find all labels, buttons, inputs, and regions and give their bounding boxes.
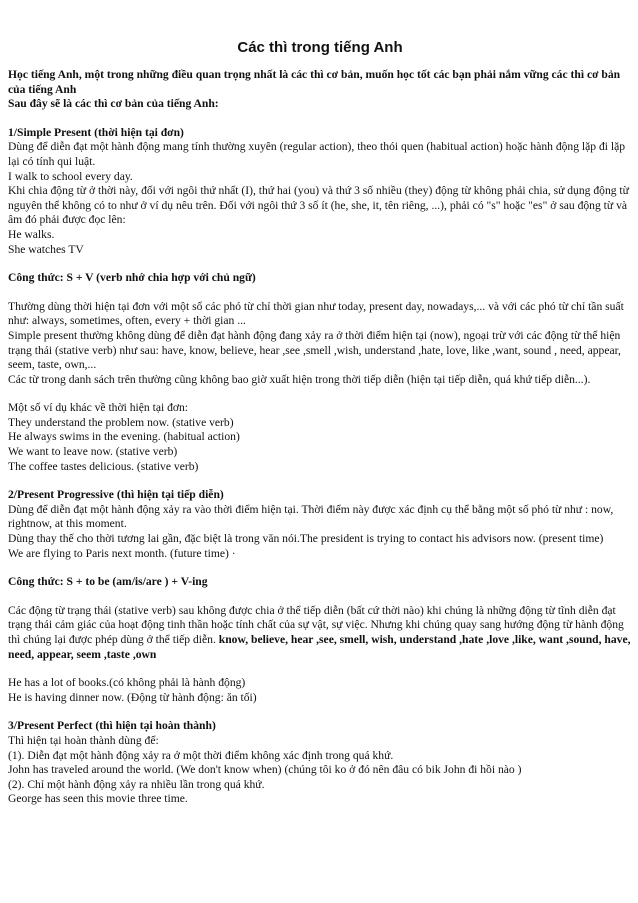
text-line: [8, 401, 632, 416]
paragraph-gap: [8, 561, 632, 575]
text-line: [8, 430, 632, 445]
line-text: He always swims in the evening. (habitual action): [8, 430, 240, 444]
line-text: (2). Chỉ một hành động xảy ra nhiều lần trong quá khứ.: [8, 777, 265, 791]
text-line: [8, 300, 632, 329]
heading-line: [8, 575, 632, 590]
text-line: [8, 184, 632, 228]
heading-line: [8, 97, 632, 112]
line-text: (1). Diễn đạt một hành động xảy ra ở một thời điểm không xác định trong quá khứ.: [8, 748, 394, 762]
line-text: George has seen this movie three time.: [8, 792, 188, 806]
line-text: He has a lot of books.(có không phải là hành động): [8, 676, 246, 690]
line-text: They understand the problem now. (stative verb): [8, 415, 234, 429]
line-text: Simple present thường không dùng để diễn đạt hành động đang xảy ra ở thời điểm hiện tại (now), ngoại trừ với các động từ thể hiện trạng thái (stative verb) như sau: have, know, believe, hear ,see ,smell ,wish, understand ,hate, love, like ,want, sound , need, appear, seem, taste, own,...: [8, 328, 621, 372]
line-text: I walk to school every day.: [8, 169, 133, 183]
line-text: Công thức: S + V (verb nhớ chia hợp với chủ ngữ): [8, 271, 256, 285]
heading-line: [8, 68, 632, 97]
document-title: Các thì trong tiếng Anh: [237, 39, 403, 56]
text-line: [8, 749, 632, 764]
heading-line: [8, 271, 632, 286]
line-text: Thì hiện tại hoàn thành dùng để:: [8, 733, 159, 747]
line-text: Thường dùng thời hiện tại đơn với một số các phó từ chỉ thời gian như today, present day, nowadays,... và với các phó từ chỉ tần suất như: always, sometimes, often, every + thời gian ...: [8, 299, 624, 328]
text-line: [8, 676, 632, 691]
paragraph-gap: [8, 705, 632, 719]
paragraph-gap: [8, 474, 632, 488]
text-line: [8, 604, 632, 662]
text-line: [8, 373, 632, 388]
text-line: [8, 416, 632, 431]
line-text: We want to leave now. (stative verb): [8, 445, 178, 459]
paragraph-gap: [8, 662, 632, 676]
text-line: [8, 140, 632, 169]
line-text: 2/Present Progressive (thì hiện tại tiếp diễn): [8, 488, 224, 502]
line-text: Sau đây sẽ là các thì cơ bản của tiếng Anh:: [8, 97, 219, 111]
text-line: [8, 691, 632, 706]
text-line: [8, 329, 632, 373]
text-line: [8, 734, 632, 749]
line-text: Dùng để diễn đạt một hành động xảy ra vào thời điểm hiện tại. Thời điểm này được xác định cụ thể bằng một số phó từ như : now, rightnow, at this moment.: [8, 502, 614, 531]
line-text: John has traveled around the world. (We don't know when) (chúng tôi ko ở đó nên đâu có bik John đi hồi nào ): [8, 763, 522, 777]
paragraph-gap: [8, 387, 632, 401]
line-text: The coffee tastes delicious. (stative verb): [8, 459, 199, 473]
line-text: 1/Simple Present (thời hiện tại đơn): [8, 125, 184, 139]
text-line: [8, 445, 632, 460]
text-line: [8, 792, 632, 807]
heading-line: [8, 719, 632, 734]
text-line: [8, 228, 632, 243]
text-line: [8, 503, 632, 532]
line-text: Dùng thay thế cho thời tương lai gần, đặc biệt là trong văn nói.The president is trying to contact his advisors now. (present time): [8, 532, 604, 546]
paragraph-gap: [8, 590, 632, 604]
text-line: [8, 778, 632, 793]
text-line: [8, 243, 632, 258]
line-text: 3/Present Perfect (thì hiện tại hoàn thành): [8, 719, 216, 733]
text-line: [8, 460, 632, 475]
document-page: [8, 38, 632, 807]
line-text: She watches TV: [8, 242, 84, 256]
line-text: Một số ví dụ khác về thời hiện tại đơn:: [8, 401, 189, 415]
heading-line: [8, 488, 632, 503]
line-text: Các từ trong danh sách trên thường cũng không bao giờ xuất hiện trong thời tiếp diễn (hiện tại tiếp diễn, quá khứ tiếp diễn...).: [8, 372, 591, 386]
document-body: [8, 68, 632, 807]
text-line: [8, 547, 632, 562]
paragraph-gap: [8, 257, 632, 271]
heading-line: [8, 126, 632, 141]
line-text: We are flying to Paris next month. (future time) ·: [8, 546, 236, 560]
bold-verb-list: know, believe, hear ,see, smell, wish, understand ,hate ,love ,like, want ,sound, have, need, appear, seem ,taste ,own: [8, 633, 631, 661]
line-text: He is having dinner now. (Động từ hành động: ăn tối): [8, 690, 257, 704]
line-text: Học tiếng Anh, một trong những điều quan trọng nhất là các thì cơ bản, muốn học tốt các bạn phải nắm vững các thì cơ bản của tiếng Anh: [8, 68, 621, 96]
line-text: Khi chia động từ ở thời này, đối với ngôi thứ nhất (I), thứ hai (you) và thứ 3 số nhiều (they) động từ không phải chia, sử dụng động từ nguyên thể không có to như ở ví dụ nêu trên. Đối với ngôi thứ 3 số ít (he, she, it, tên riêng, ...), phải có "s" hoặc "es" ở sau động từ và âm đó phải được đọc lên:: [8, 184, 629, 227]
text-line: [8, 532, 632, 547]
paragraph-gap: [8, 112, 632, 126]
paragraph-gap: [8, 286, 632, 300]
line-text: Dùng để diễn đạt một hành động mang tính thường xuyên (regular action), theo thói quen (habitual action) hoặc hành động lặp đi lặp lại có tính qui luật.: [8, 140, 626, 168]
line-text: He walks.: [8, 227, 55, 241]
line-text: Công thức: S + to be (am/is/are ) + V-ing: [8, 575, 208, 589]
line-text: Các động từ trạng thái (stative verb) sau không được chia ở thể tiếp diễn (bất cứ thời nào) khi chúng là những động từ tĩnh diễn đạt trạng thái cảm giác của hoạt động tinh thần hoặc tính chất của sự vật, sự việc. Nhưng khi chúng quay sang hướng động từ hành động thì chúng lại được phép dùng ở thể tiếp diễn.: [8, 603, 624, 646]
text-line: [8, 170, 632, 185]
text-line: [8, 763, 632, 778]
